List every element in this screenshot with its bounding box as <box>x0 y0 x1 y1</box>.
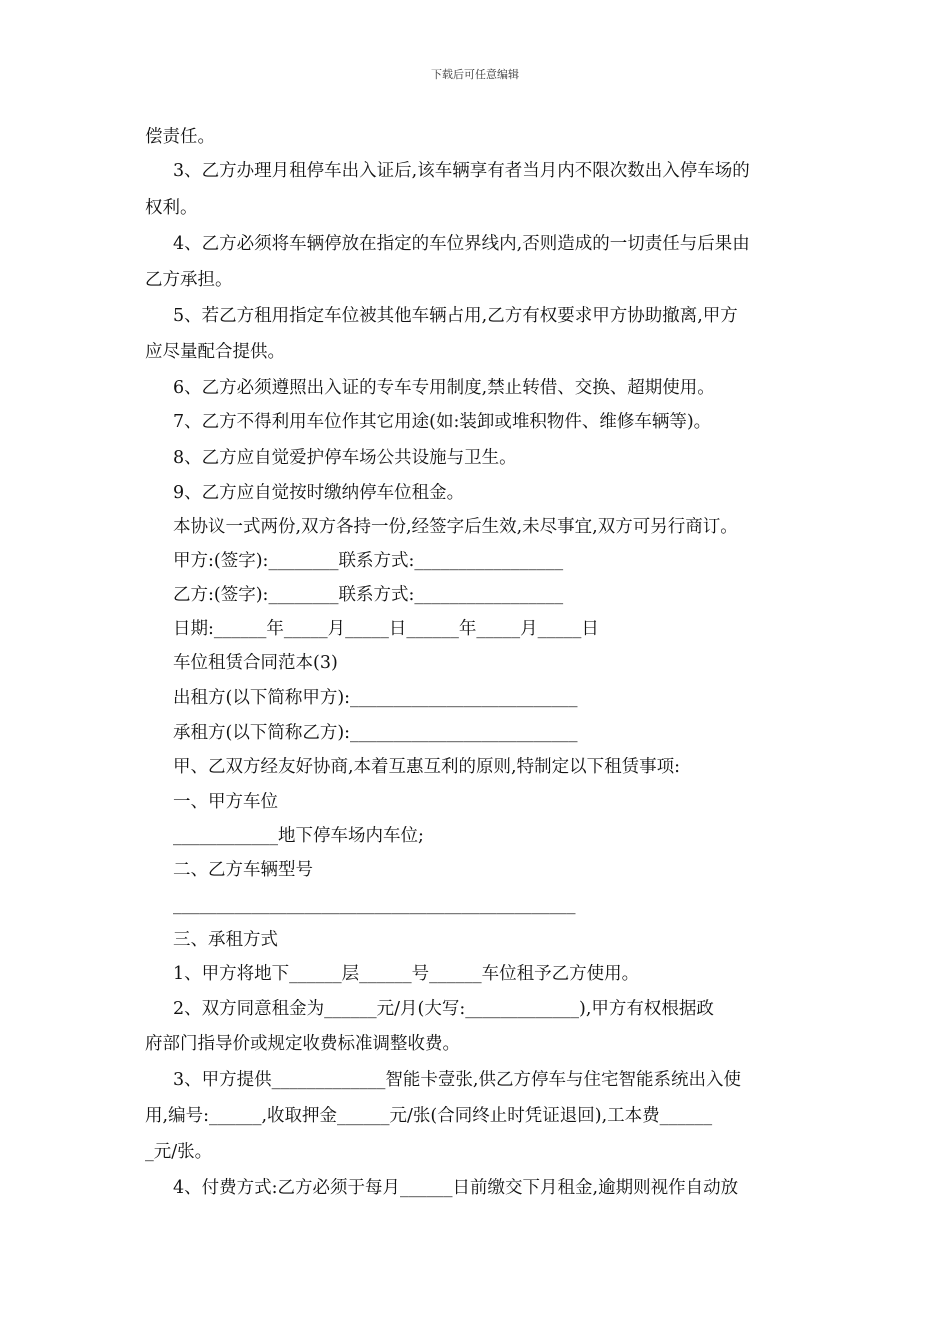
paragraph-line: 3、乙方办理月租停车出入证后,该车辆享有者当月内不限次数出入停车场的 <box>173 161 750 181</box>
paragraph-line: 偿责任。 <box>145 127 215 147</box>
paragraph-line: 权利。 <box>145 198 198 218</box>
clause-heading: 三、承租方式 <box>173 930 278 950</box>
paragraph-line: 3、甲方提供_____________智能卡壹张,供乙方停车与住宅智能系统出入使 <box>173 1070 741 1090</box>
paragraph-line: 用,编号:______,收取押金______元/张(合同终止时凭证退回),工本费______ <box>145 1106 713 1126</box>
paragraph-line: 甲、乙双方经友好协商,本着互惠互利的原则,特制定以下租赁事项: <box>173 757 681 777</box>
paragraph-line: 5、若乙方租用指定车位被其他车辆占用,乙方有权要求甲方协助撤离,甲方 <box>173 306 738 326</box>
blank-fill-line: ______________________________________________ <box>173 895 576 915</box>
paragraph-line: 本协议一式两份,双方各持一份,经签字后生效,未尽事宜,双方可另行商订。 <box>173 517 738 537</box>
paragraph-line: 9、乙方应自觉按时缴纳停车位租金。 <box>173 483 465 503</box>
paragraph-line: 4、乙方必须将车辆停放在指定的车位界线内,否则造成的一切责任与后果由 <box>173 234 750 254</box>
lessor-line: 出租方(以下简称甲方):__________________________ <box>173 688 578 708</box>
clause-heading: 一、甲方车位 <box>173 792 278 812</box>
clause-heading: 二、乙方车辆型号 <box>173 860 313 880</box>
paragraph-line: ____________地下停车场内车位; <box>173 826 424 846</box>
paragraph-line: 府部门指导价或规定收费标准调整收费。 <box>145 1034 460 1054</box>
paragraph-line: 2、双方同意租金为______元/月(大写:_____________),甲方有权根据政 <box>173 999 714 1019</box>
lessee-line: 承租方(以下简称乙方):__________________________ <box>173 723 578 743</box>
paragraph-line: 应尽量配合提供。 <box>145 342 285 362</box>
signature-line-party-b: 乙方:(签字):________联系方式:_________________ <box>173 585 564 605</box>
date-line: 日期:______年_____月_____日______年_____月_____日 <box>173 619 599 639</box>
paragraph-line: _元/张。 <box>145 1142 213 1162</box>
signature-line-party-a: 甲方:(签字):________联系方式:_________________ <box>173 551 564 571</box>
paragraph-line: 8、乙方应自觉爱护停车场公共设施与卫生。 <box>173 448 517 468</box>
paragraph-line: 乙方承担。 <box>145 270 233 290</box>
paragraph-line: 6、乙方必须遵照出入证的专车专用制度,禁止转借、交换、超期使用。 <box>173 378 715 398</box>
paragraph-line: 1、甲方将地下______层______号______车位租予乙方使用。 <box>173 964 640 984</box>
paragraph-line: 7、乙方不得利用车位作其它用途(如:装卸或堆积物件、维修车辆等)。 <box>173 412 712 432</box>
section-title: 车位租赁合同范本(3) <box>173 653 338 673</box>
page-header: 下载后可任意编辑 <box>431 68 519 81</box>
paragraph-line: 4、付费方式:乙方必须于每月______日前缴交下月租金,逾期则视作自动放 <box>173 1178 739 1198</box>
